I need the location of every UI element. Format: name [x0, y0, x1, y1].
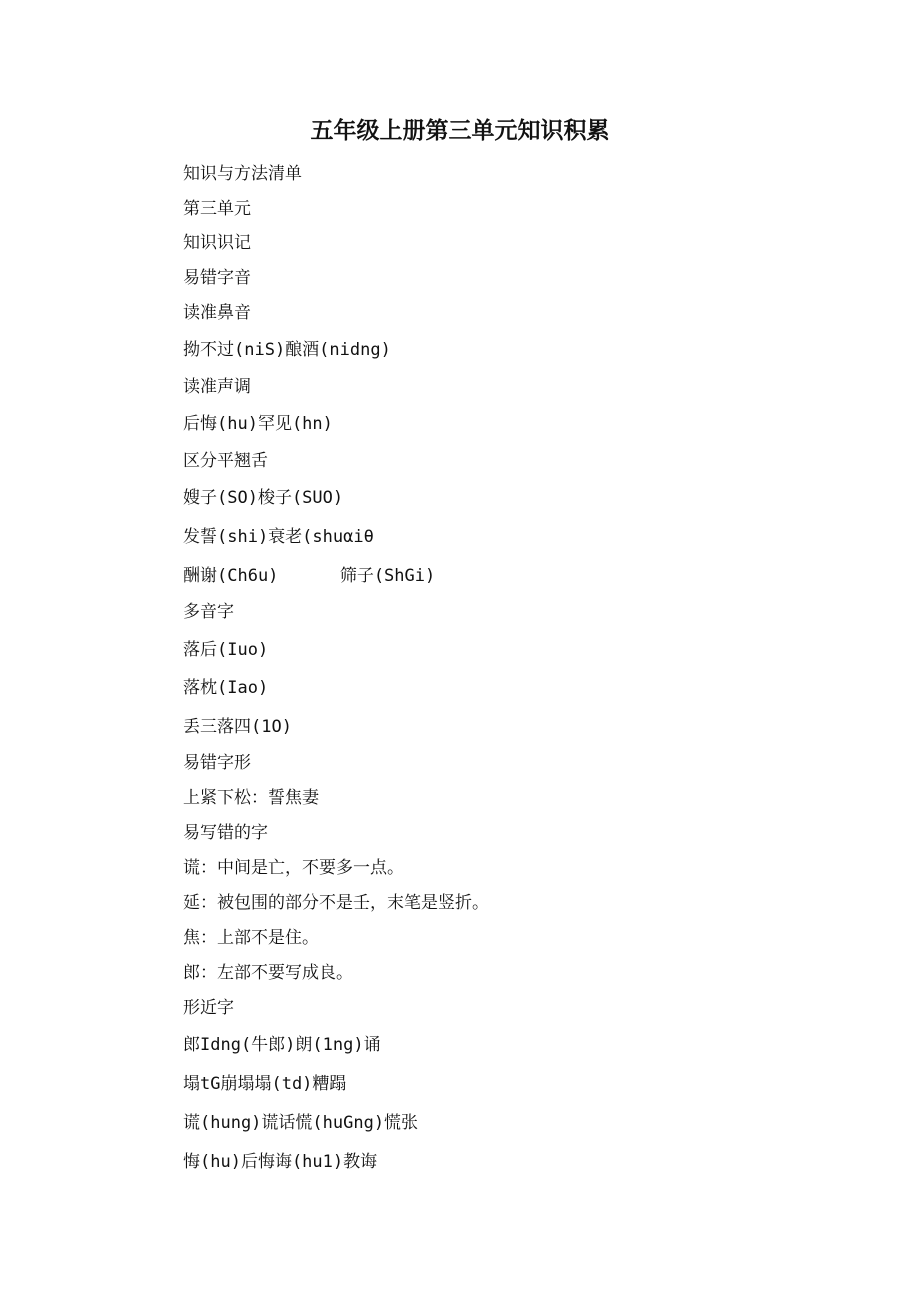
text-line: 谎：中间是亡，不要多一点。: [183, 858, 404, 878]
text-line: 悔(hu)后悔诲(hu1)教诲: [183, 1152, 378, 1172]
subsection-heading: 读准声调: [183, 377, 251, 397]
text-line: 酬谢(Ch6u) 筛子(ShGi): [183, 566, 436, 586]
section-heading: 知识与方法清单: [183, 164, 302, 184]
page-title: 五年级上册第三单元知识积累: [310, 118, 610, 144]
text-line: 丢三落四(1O): [183, 717, 292, 737]
subsection-heading: 易写错的字: [183, 823, 268, 843]
text-line: 发誓(shi)衰老(shuαiθ: [183, 527, 374, 547]
subsection-heading: 读准鼻音: [183, 303, 251, 323]
text-line: 谎(hung)谎话慌(huGng)慌张: [183, 1113, 419, 1133]
text-line: 上紧下松：誓焦妻: [183, 788, 319, 808]
text-line: 延：被包围的部分不是壬，末笔是竖折。: [183, 893, 489, 913]
text-line: 拗不过(niS)酿酒(nidng): [183, 340, 391, 360]
text-line: 郎：左部不要写成良。: [183, 963, 353, 983]
text-line: 后悔(hu)罕见(hn): [183, 414, 333, 434]
unit-heading: 第三单元: [183, 199, 251, 219]
text-line: 落后(Iuo): [183, 640, 269, 660]
text-line: 焦：上部不是住。: [183, 928, 319, 948]
text-line: 塌tG崩塌塌(td)糟蹋: [183, 1074, 347, 1094]
text-line: 落枕(Iao): [183, 678, 269, 698]
text-line: 嫂子(SO)梭子(SUO): [183, 488, 344, 508]
subsection-heading: 易错字形: [183, 753, 251, 773]
section-heading: 知识识记: [183, 233, 251, 253]
subsection-heading: 形近字: [183, 998, 234, 1018]
text-line: 郎Idng(牛郎)朗(1ng)诵: [183, 1035, 381, 1055]
subsection-heading: 区分平翘舌: [183, 451, 268, 471]
subsection-heading: 易错字音: [183, 268, 251, 288]
subsection-heading: 多音字: [183, 602, 234, 622]
